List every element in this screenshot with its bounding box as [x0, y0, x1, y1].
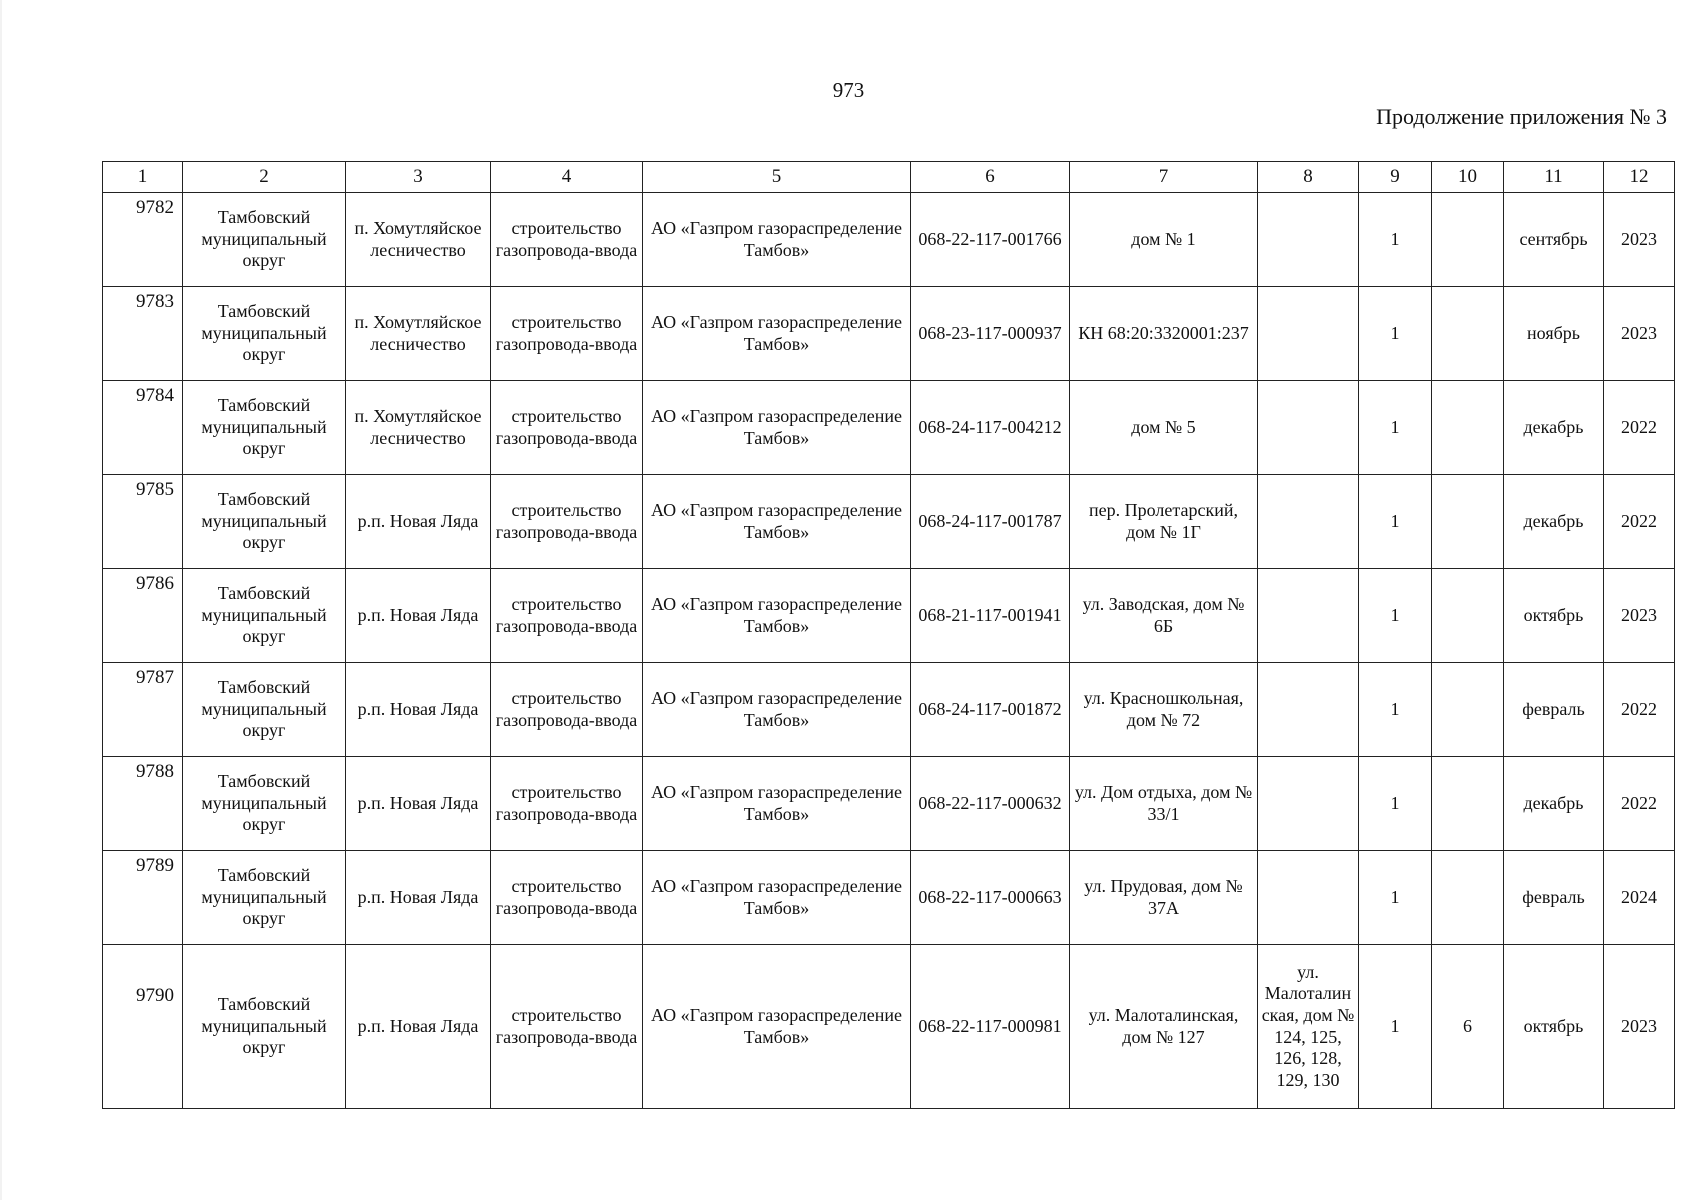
work-type-cell: строительство газопровода-ввода: [491, 475, 643, 569]
extra-count-cell: [1432, 851, 1504, 945]
month-cell: февраль: [1504, 663, 1604, 757]
page-number: 973: [832, 78, 865, 102]
extra-count-cell: [1432, 287, 1504, 381]
district-cell: Тамбовский муниципальный округ: [183, 569, 346, 663]
work-type-cell: строительство газопровода-ввода: [491, 851, 643, 945]
additional-addresses-cell: [1258, 287, 1359, 381]
header-cell-12: 12: [1604, 162, 1675, 193]
district-cell: Тамбовский муниципальный округ: [183, 851, 346, 945]
scan-edge: [0, 0, 2, 1200]
month-cell: февраль: [1504, 851, 1604, 945]
register-table: [102, 161, 1675, 1109]
month-cell: декабрь: [1504, 381, 1604, 475]
address-cell: пер. Пролетарский, дом № 1Г: [1070, 475, 1258, 569]
district-cell: Тамбовский муниципальный округ: [183, 663, 346, 757]
row-number-cell: 9789: [103, 851, 183, 945]
count-cell: 1: [1359, 851, 1432, 945]
additional-addresses-cell: [1258, 851, 1359, 945]
district-cell: Тамбовский муниципальный округ: [183, 193, 346, 287]
additional-addresses-cell: [1258, 569, 1359, 663]
settlement-cell: р.п. Новая Ляда: [346, 569, 491, 663]
organization-cell: АО «Газпром газораспределение Тамбов»: [643, 381, 911, 475]
extra-count-cell: [1432, 381, 1504, 475]
header-cell-4: 4: [491, 162, 643, 193]
table-row: [103, 569, 1675, 663]
month-cell: октябрь: [1504, 945, 1604, 1109]
count-cell: 1: [1359, 475, 1432, 569]
year-cell: 2022: [1604, 381, 1675, 475]
year-cell: 2023: [1604, 945, 1675, 1109]
continuation-heading: Продолжение приложения № 3: [1376, 104, 1667, 129]
work-type-cell: строительство газопровода-ввода: [491, 945, 643, 1109]
month-cell: сентябрь: [1504, 193, 1604, 287]
organization-cell: АО «Газпром газораспределение Тамбов»: [643, 569, 911, 663]
application-number-cell: 068-23-117-000937: [911, 287, 1070, 381]
organization-cell: АО «Газпром газораспределение Тамбов»: [643, 945, 911, 1109]
extra-count-cell: [1432, 193, 1504, 287]
row-number-cell: 9783: [103, 287, 183, 381]
year-cell: 2023: [1604, 193, 1675, 287]
address-cell: дом № 1: [1070, 193, 1258, 287]
row-number-cell: 9786: [103, 569, 183, 663]
table-row: [103, 851, 1675, 945]
extra-count-cell: [1432, 475, 1504, 569]
application-number-cell: 068-21-117-001941: [911, 569, 1070, 663]
count-cell: 1: [1359, 193, 1432, 287]
year-cell: 2023: [1604, 287, 1675, 381]
organization-cell: АО «Газпром газораспределение Тамбов»: [643, 475, 911, 569]
work-type-cell: строительство газопровода-ввода: [491, 193, 643, 287]
application-number-cell: 068-22-117-000632: [911, 757, 1070, 851]
header-row: [103, 162, 1675, 193]
row-number-cell: 9782: [103, 193, 183, 287]
settlement-cell: р.п. Новая Ляда: [346, 475, 491, 569]
table-row: [103, 287, 1675, 381]
row-number-cell: 9784: [103, 381, 183, 475]
district-cell: Тамбовский муниципальный округ: [183, 287, 346, 381]
additional-addresses-cell: [1258, 193, 1359, 287]
district-cell: Тамбовский муниципальный округ: [183, 945, 346, 1109]
address-cell: ул. Малоталинская, дом № 127: [1070, 945, 1258, 1109]
application-number-cell: 068-22-117-000663: [911, 851, 1070, 945]
count-cell: 1: [1359, 287, 1432, 381]
year-cell: 2022: [1604, 757, 1675, 851]
table-row: [103, 475, 1675, 569]
application-number-cell: 068-22-117-001766: [911, 193, 1070, 287]
month-cell: декабрь: [1504, 757, 1604, 851]
header-cell-2: 2: [183, 162, 346, 193]
header-cell-6: 6: [911, 162, 1070, 193]
header-cell-7: 7: [1070, 162, 1258, 193]
row-number-cell: 9787: [103, 663, 183, 757]
settlement-cell: п. Хомутляйское лесничество: [346, 381, 491, 475]
year-cell: 2024: [1604, 851, 1675, 945]
table-row: [103, 757, 1675, 851]
extra-count-cell: [1432, 663, 1504, 757]
additional-addresses-cell: [1258, 757, 1359, 851]
row-number-cell: 9788: [103, 757, 183, 851]
year-cell: 2022: [1604, 475, 1675, 569]
count-cell: 1: [1359, 663, 1432, 757]
settlement-cell: р.п. Новая Ляда: [346, 851, 491, 945]
year-cell: 2023: [1604, 569, 1675, 663]
additional-addresses-cell: [1258, 381, 1359, 475]
application-number-cell: 068-22-117-000981: [911, 945, 1070, 1109]
organization-cell: АО «Газпром газораспределение Тамбов»: [643, 193, 911, 287]
table-row: [103, 663, 1675, 757]
header-cell-9: 9: [1359, 162, 1432, 193]
row-number-cell: 9785: [103, 475, 183, 569]
application-number-cell: 068-24-117-001872: [911, 663, 1070, 757]
header-cell-3: 3: [346, 162, 491, 193]
settlement-cell: р.п. Новая Ляда: [346, 663, 491, 757]
address-cell: ул. Прудовая, дом № 37А: [1070, 851, 1258, 945]
header-cell-1: 1: [103, 162, 183, 193]
additional-addresses-cell: ул. Малоталинская, дом № 124, 125, 126, 128, 129, 130: [1258, 945, 1359, 1109]
year-cell: 2022: [1604, 663, 1675, 757]
organization-cell: АО «Газпром газораспределение Тамбов»: [643, 757, 911, 851]
settlement-cell: п. Хомутляйское лесничество: [346, 287, 491, 381]
application-number-cell: 068-24-117-001787: [911, 475, 1070, 569]
work-type-cell: строительство газопровода-ввода: [491, 663, 643, 757]
work-type-cell: строительство газопровода-ввода: [491, 287, 643, 381]
address-cell: ул. Дом отдыха, дом № 33/1: [1070, 757, 1258, 851]
work-type-cell: строительство газопровода-ввода: [491, 381, 643, 475]
organization-cell: АО «Газпром газораспределение Тамбов»: [643, 663, 911, 757]
month-cell: ноябрь: [1504, 287, 1604, 381]
row-number-cell: 9790: [103, 945, 183, 1109]
header-cell-11: 11: [1504, 162, 1604, 193]
application-number-cell: 068-24-117-004212: [911, 381, 1070, 475]
header-cell-8: 8: [1258, 162, 1359, 193]
table-row: [103, 193, 1675, 287]
district-cell: Тамбовский муниципальный округ: [183, 475, 346, 569]
extra-count-cell: [1432, 757, 1504, 851]
header-cell-10: 10: [1432, 162, 1504, 193]
month-cell: декабрь: [1504, 475, 1604, 569]
settlement-cell: р.п. Новая Ляда: [346, 757, 491, 851]
district-cell: Тамбовский муниципальный округ: [183, 381, 346, 475]
settlement-cell: п. Хомутляйское лесничество: [346, 193, 491, 287]
work-type-cell: строительство газопровода-ввода: [491, 757, 643, 851]
extra-count-cell: 6: [1432, 945, 1504, 1109]
month-cell: октябрь: [1504, 569, 1604, 663]
count-cell: 1: [1359, 569, 1432, 663]
count-cell: 1: [1359, 381, 1432, 475]
additional-addresses-cell: [1258, 663, 1359, 757]
count-cell: 1: [1359, 945, 1432, 1109]
address-cell: ул. Заводская, дом № 6Б: [1070, 569, 1258, 663]
count-cell: 1: [1359, 757, 1432, 851]
table-row: [103, 381, 1675, 475]
header-cell-5: 5: [643, 162, 911, 193]
settlement-cell: р.п. Новая Ляда: [346, 945, 491, 1109]
table-body: [103, 193, 1675, 1109]
organization-cell: АО «Газпром газораспределение Тамбов»: [643, 287, 911, 381]
address-cell: ул. Красношкольная, дом № 72: [1070, 663, 1258, 757]
address-cell: КН 68:20:3320001:237: [1070, 287, 1258, 381]
work-type-cell: строительство газопровода-ввода: [491, 569, 643, 663]
extra-count-cell: [1432, 569, 1504, 663]
organization-cell: АО «Газпром газораспределение Тамбов»: [643, 851, 911, 945]
table-row: [103, 945, 1675, 1109]
additional-addresses-cell: [1258, 475, 1359, 569]
address-cell: дом № 5: [1070, 381, 1258, 475]
district-cell: Тамбовский муниципальный округ: [183, 757, 346, 851]
